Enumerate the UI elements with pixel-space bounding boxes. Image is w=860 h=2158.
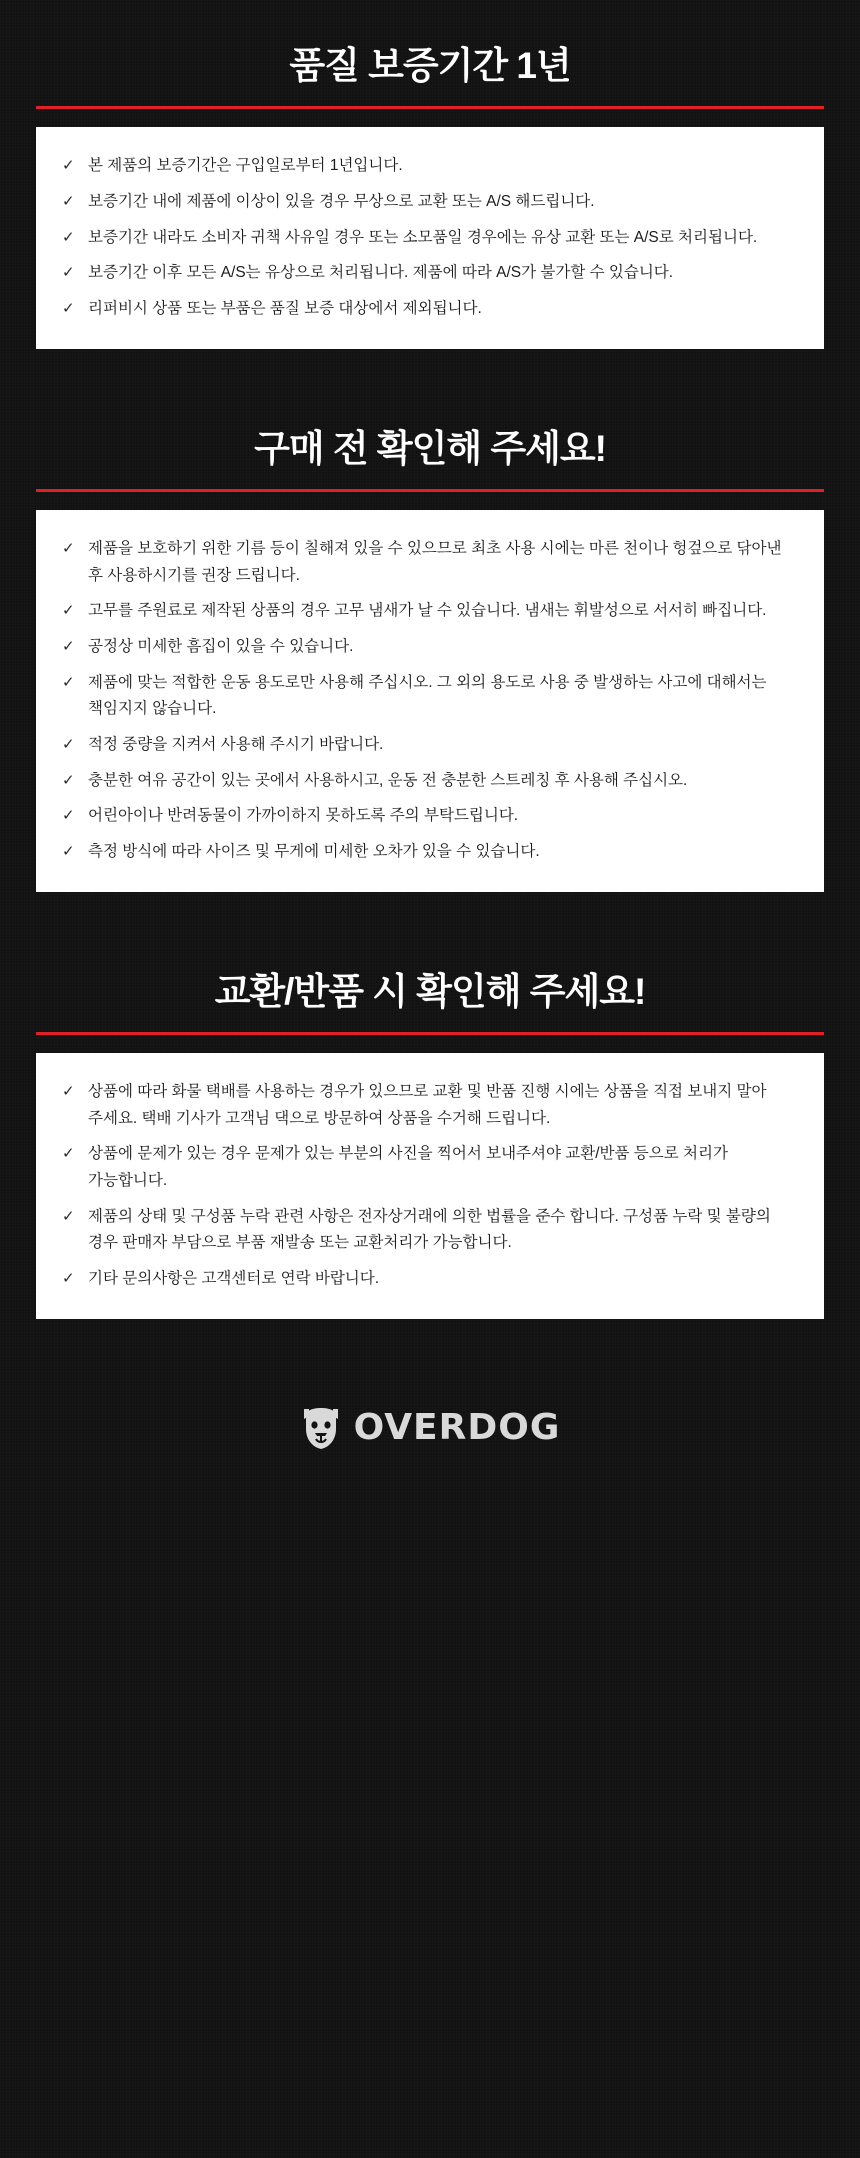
brand-footer [36, 1405, 824, 1505]
check-icon: ✓ [62, 264, 75, 282]
list-item [62, 670, 798, 723]
notice-card [36, 1053, 824, 1319]
check-icon: ✓ [62, 736, 75, 753]
section-warranty [36, 44, 824, 349]
list-item [62, 634, 798, 661]
check-icon: ✓ [62, 193, 75, 211]
check-icon: ✓ [62, 771, 75, 789]
list-item-text: 측정 방식에 따라 사이즈 및 무게에 미세한 오차가 있을 수 있습니다. [88, 842, 540, 860]
list-item [62, 803, 798, 830]
check-icon: ✓ [62, 1083, 75, 1101]
bulldog-head-icon [300, 1405, 342, 1451]
check-icon: ✓ [62, 673, 75, 691]
list-item [62, 536, 798, 589]
section-before-purchase [36, 427, 824, 892]
section-title: 교환/반품 시 확인해 주세요! [214, 970, 646, 1012]
list-item-text: 본 제품의 보증기간은 구입일로부터 1년입니다. [88, 157, 403, 175]
check-icon: ✓ [62, 842, 75, 860]
section-spacer [36, 349, 824, 427]
brand-name: OVERDOG [353, 1407, 561, 1449]
list-item-text: 상품에 따라 화물 택배를 사용하는 경우가 있으므로 교환 및 반품 진행 시에는 상품을 직접 보내지 말아 주세요. 택배 기사가 고객님 댁으로 방문하여 상품을 수거해 드립니다. [88, 1083, 767, 1127]
list-item [62, 1141, 798, 1194]
list-item-text: 기타 문의사항은 고객센터로 연락 바랍니다. [88, 1269, 380, 1287]
title-divider [36, 106, 824, 109]
check-icon: ✓ [62, 228, 75, 246]
list-item [62, 225, 798, 252]
check-icon: ✓ [62, 602, 75, 620]
check-icon: ✓ [62, 1145, 75, 1163]
check-icon: ✓ [62, 807, 75, 825]
list-item [62, 732, 798, 759]
title-divider [36, 489, 824, 492]
notice-list [62, 153, 798, 322]
list-item [62, 598, 798, 625]
check-icon: ✓ [62, 1269, 75, 1287]
list-item [62, 153, 798, 180]
list-item [62, 1204, 798, 1257]
list-item-text: 고무를 주원료로 제작된 상품의 경우 고무 냄새가 날 수 있습니다. 냄새는 휘발성으로 서서히 빠집니다. [88, 602, 767, 620]
list-item-text: 제품을 보호하기 위한 기름 등이 칠해져 있을 수 있으므로 최초 사용 시에는 마른 천이나 헝겊으로 닦아낸 후 사용하시기를 권장 드립니다. [88, 540, 782, 584]
section-title: 구매 전 확인해 주세요! [254, 427, 606, 469]
list-item [62, 1266, 798, 1293]
check-icon: ✓ [62, 540, 75, 558]
footer-spacer [36, 1319, 824, 1405]
list-item [62, 1079, 798, 1132]
notice-card [36, 510, 824, 892]
list-item-text: 보증기간 내에 제품에 이상이 있을 경우 무상으로 교환 또는 A/S 해드립니다. [88, 193, 595, 211]
check-icon: ✓ [62, 638, 75, 656]
notice-list [62, 1079, 798, 1293]
list-item-text: 공정상 미세한 흠집이 있을 수 있습니다. [88, 638, 354, 656]
list-item-text: 제품의 상태 및 구성품 누락 관련 사항은 전자상거래에 의한 법률을 준수 합니다. 구성품 누락 및 불량의 경우 판매자 부담으로 부품 재발송 또는 교환처리가 가능합니다. [88, 1207, 771, 1252]
list-item-text: 적정 중량을 지켜서 사용해 주시기 바랍니다. [88, 736, 384, 753]
check-icon: ✓ [62, 157, 75, 175]
list-item-text: 보증기간 내라도 소비자 귀책 사유일 경우 또는 소모품일 경우에는 유상 교환 또는 A/S로 처리됩니다. [88, 228, 758, 246]
check-icon: ✓ [62, 300, 75, 318]
section-spacer [36, 892, 824, 970]
notice-list [62, 536, 798, 866]
list-item [62, 839, 798, 866]
list-item [62, 189, 798, 216]
list-item-text: 보증기간 이후 모든 A/S는 유상으로 처리됩니다. 제품에 따라 A/S가 불가할 수 있습니다. [88, 264, 674, 282]
list-item-text: 충분한 여유 공간이 있는 곳에서 사용하시고, 운동 전 충분한 스트레칭 후 사용해 주십시오. [88, 771, 688, 789]
list-item [62, 296, 798, 323]
list-item-text: 상품에 문제가 있는 경우 문제가 있는 부분의 사진을 찍어서 보내주셔야 교환/반품 등으로 처리가 가능합니다. [88, 1145, 728, 1189]
section-exchange-return [36, 970, 824, 1319]
notice-card [36, 127, 824, 348]
top-spacer [36, 0, 824, 44]
list-item-text: 어린아이나 반려동물이 가까이하지 못하도록 주의 부탁드립니다. [88, 807, 519, 825]
list-item-text: 제품에 맞는 적합한 운동 용도로만 사용해 주십시오. 그 외의 용도로 사용 중 발생하는 사고에 대해서는 책임지지 않습니다. [88, 673, 767, 718]
title-divider [36, 1032, 824, 1035]
list-item [62, 260, 798, 287]
list-item [62, 768, 798, 795]
list-item-text: 리퍼비시 상품 또는 부품은 품질 보증 대상에서 제외됩니다. [88, 300, 482, 318]
check-icon: ✓ [62, 1207, 75, 1225]
section-title: 품질 보증기간 1년 [289, 45, 571, 86]
